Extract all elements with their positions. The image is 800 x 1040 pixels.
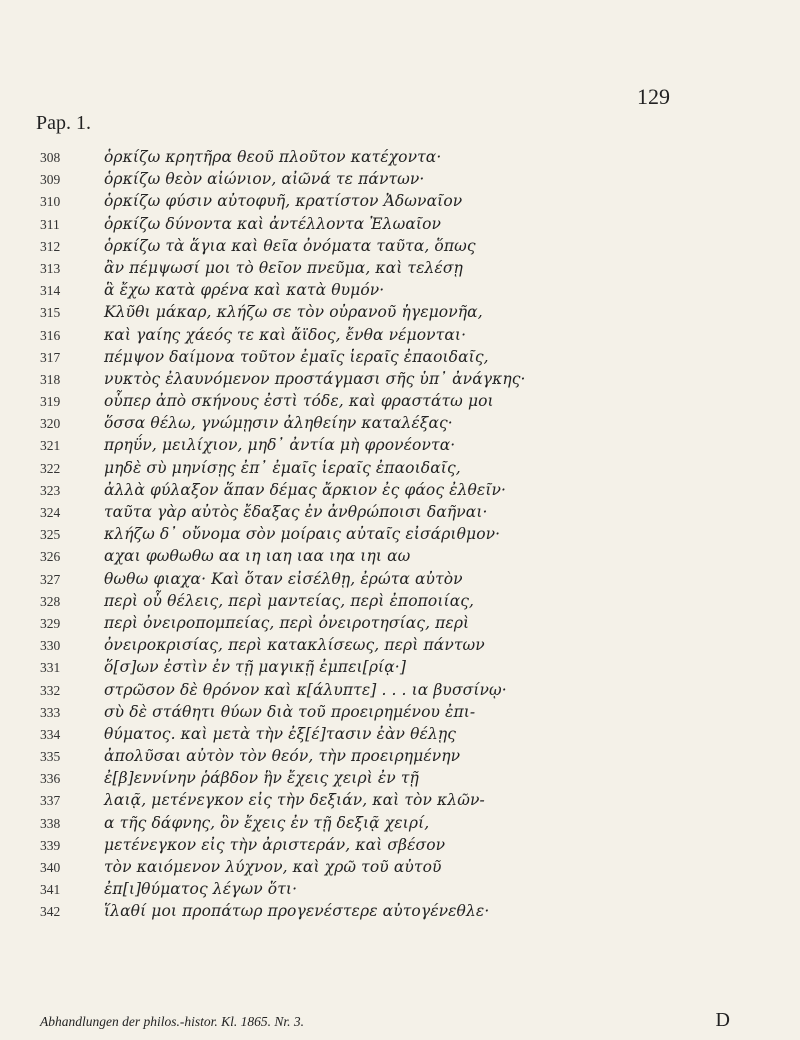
line-number: 337 <box>40 793 61 809</box>
line-number: 314 <box>40 283 61 299</box>
text-line <box>40 568 740 590</box>
text-line <box>40 679 740 701</box>
text-line <box>40 834 740 856</box>
line-text: α τῆς δάφνης, ὃν ἔχεις ἐν τῇ δεξιᾷ χειρί, <box>104 813 430 832</box>
text-line <box>40 767 740 789</box>
line-text: μετένεγκον εἰς τὴν ἀριστεράν, καὶ σβέσον <box>104 835 446 854</box>
line-text: ἀλλὰ φύλαξον ἅπαν δέμας ἄρκιον ἐς φάος ἐλθεῖν· <box>104 480 507 499</box>
line-text: καὶ γαίης χάεός τε καὶ ἄϊδος, ἔνθα νέμονται· <box>104 325 467 344</box>
text-body <box>40 146 740 923</box>
text-line <box>40 479 740 501</box>
line-number: 338 <box>40 815 61 831</box>
text-line <box>40 634 740 656</box>
text-line <box>40 346 740 368</box>
text-line <box>40 324 740 346</box>
text-line <box>40 190 740 212</box>
text-line <box>40 789 740 811</box>
line-text: ὅ[σ]ων ἐστὶν ἐν τῇ μαγικῇ ἐμπει[ρίᾳ·] <box>104 658 406 677</box>
line-text: ἂν πέμψωσί μοι τὸ θεῖον πνεῦμα, καὶ τελέσῃ <box>104 258 463 277</box>
line-text: λαιᾷ, μετένεγκον εἰς τὴν δεξιάν, καὶ τὸν κλῶν- <box>104 791 485 810</box>
text-line <box>40 612 740 634</box>
line-number: 329 <box>40 615 61 631</box>
text-line <box>40 412 740 434</box>
text-line <box>40 457 740 479</box>
line-number: 313 <box>40 260 61 276</box>
line-text: ἃ ἔχω κατὰ φρένα καὶ κατὰ θυμόν· <box>104 281 385 300</box>
line-text: νυκτὸς ἐλαυνόμενον προστάγμασι σῆς ὑπ᾿ ἀνάγκης· <box>104 369 526 388</box>
line-number: 324 <box>40 505 61 520</box>
line-text: ὁρκίζω τὰ ἅγια καὶ θεῖα ὀνόματα ταῦτα, ὅπως <box>104 236 476 255</box>
line-text: ὅσσα θέλω, γνώμῃσιν ἀληθείην καταλέξας· <box>104 414 453 433</box>
line-text: περὶ οὗ θέλεις, περὶ μαντείας, περὶ ἐποποιίας, <box>104 591 475 610</box>
line-number: 340 <box>40 860 61 875</box>
line-number: 334 <box>40 726 61 742</box>
line-text: στρῶσον δὲ θρόνον καὶ κ[άλυπτε] . . . ια βυσσίνῳ· <box>104 680 507 699</box>
line-number: 331 <box>40 660 61 676</box>
text-line <box>40 257 740 279</box>
line-text: ἐ[β]εννίνην ῥάβδον ἣν ἔχεις χειρὶ ἐν τῇ <box>104 769 419 788</box>
signature-mark: D <box>715 1009 730 1031</box>
papyrus-label: Pap. 1. <box>36 112 91 134</box>
page-number: 129 <box>637 84 670 109</box>
line-text: ἐπ[ι]θύματος λέγων ὅτι· <box>104 880 298 899</box>
line-number: 322 <box>40 460 61 476</box>
line-text: πέμψον δαίμονα τοῦτον ἐμαῖς ἱεραῖς ἐπαοιδαῖς, <box>104 347 489 366</box>
line-number: 333 <box>40 704 61 720</box>
line-text: μηδὲ σὺ μηνίσῃς ἐπ᾿ ἐμαῖς ἱεραῖς ἐπαοιδαῖς, <box>104 458 461 477</box>
line-number: 336 <box>40 771 61 787</box>
line-number: 327 <box>40 571 61 587</box>
text-line <box>40 523 740 545</box>
text-line <box>40 878 740 900</box>
text-line <box>40 856 740 878</box>
line-text: περὶ ὀνειροπομπείας, περὶ ὀνειροτησίας, περὶ <box>104 613 470 632</box>
line-number: 326 <box>40 549 61 565</box>
text-line <box>40 434 740 456</box>
line-number: 315 <box>40 305 61 321</box>
line-text: ὁρκίζω θεὸν αἰώνιον, αἰῶνά τε πάντων· <box>104 170 425 189</box>
line-text: ὀνειροκρισίας, περὶ κατακλίσεως, περὶ πάντων <box>104 636 485 655</box>
line-text: ταῦτα γὰρ αὐτὸς ἔδαξας ἐν ἀνθρώποισι δαῆναι· <box>104 503 488 521</box>
line-number: 341 <box>40 882 61 898</box>
line-number: 325 <box>40 527 61 543</box>
text-line <box>40 235 740 257</box>
text-line <box>40 213 740 235</box>
line-number: 310 <box>40 194 61 210</box>
line-text: ὁρκίζω φύσιν αὐτοφυῆ, κρατίστον Ἀδωναῖον <box>104 192 463 211</box>
line-text: ὁρκίζω κρητῆρα θεοῦ πλοῦτον κατέχοντα· <box>104 148 442 166</box>
text-line <box>40 590 740 612</box>
line-number: 308 <box>40 150 61 165</box>
line-number: 339 <box>40 837 61 853</box>
line-number: 317 <box>40 349 61 365</box>
line-text: οὗπερ ἀπὸ σκήνους ἐστὶ τόδε, καὶ φραστάτω μοι <box>104 392 494 411</box>
line-number: 323 <box>40 482 61 498</box>
line-text: ἀπολῦσαι αὐτὸν τὸν θεόν, τὴν προειρημένην <box>104 747 461 766</box>
text-line <box>40 368 740 390</box>
line-text: θωθω φιαχα· Καὶ ὅταν εἰσέλθῃ, ἐρώτα αὐτὸν <box>104 569 463 588</box>
line-text: κλήζω δ᾿ οὔνομα σὸν μοίραις αὐταῖς εἰσάριθμον· <box>104 525 501 544</box>
text-line <box>40 656 740 678</box>
text-line <box>40 900 740 922</box>
line-number: 328 <box>40 593 61 609</box>
text-line <box>40 701 740 723</box>
line-number: 320 <box>40 416 61 432</box>
line-number: 342 <box>40 904 61 920</box>
text-line <box>40 501 740 523</box>
line-text: θύματος. καὶ μετὰ τὴν ἐξ[έ]τασιν ἐὰν θέλῃς <box>104 724 457 743</box>
line-number: 319 <box>40 394 61 410</box>
text-line <box>40 745 740 767</box>
line-text: τὸν καιόμενον λύχνον, καὶ χρῶ τοῦ αὐτοῦ <box>104 858 442 876</box>
text-line <box>40 146 740 168</box>
text-line <box>40 301 740 323</box>
line-text: ὁρκίζω δύνοντα καὶ ἀντέλλοντα Ἐλωαῖον <box>104 214 442 233</box>
line-text: πρηΰν, μειλίχιον, μηδ᾿ ἀντία μὴ φρονέοντα· <box>104 436 456 455</box>
line-number: 332 <box>40 682 61 698</box>
line-text: Κλῦθι μάκαρ, κλήζω σε τὸν οὐρανοῦ ἡγεμονῆα, <box>104 303 483 322</box>
text-line <box>40 390 740 412</box>
line-text: ἵλαθί μοι προπάτωρ προγενέστερε αὐτογένεθλε· <box>104 902 490 921</box>
line-number: 311 <box>40 216 60 232</box>
line-number: 312 <box>40 238 61 254</box>
text-line <box>40 723 740 745</box>
footer <box>40 1009 740 1031</box>
text-line <box>40 812 740 834</box>
text-line <box>40 279 740 301</box>
line-number: 316 <box>40 327 61 343</box>
journal-citation: Abhandlungen der philos.-histor. Kl. 1865. Nr. 3. <box>40 1014 305 1029</box>
line-number: 318 <box>40 371 61 387</box>
line-number: 330 <box>40 638 61 654</box>
line-number: 321 <box>40 438 61 454</box>
line-number: 335 <box>40 749 61 765</box>
text-line <box>40 545 740 567</box>
text-line <box>40 168 740 190</box>
line-text: σὺ δὲ στάθητι θύων διὰ τοῦ προειρημένου ἐπι- <box>104 702 476 721</box>
line-text: αχαι φωθωθω αα ιη ιαη ιαα ιηα ιηι αω <box>104 547 411 566</box>
line-number: 309 <box>40 172 61 188</box>
